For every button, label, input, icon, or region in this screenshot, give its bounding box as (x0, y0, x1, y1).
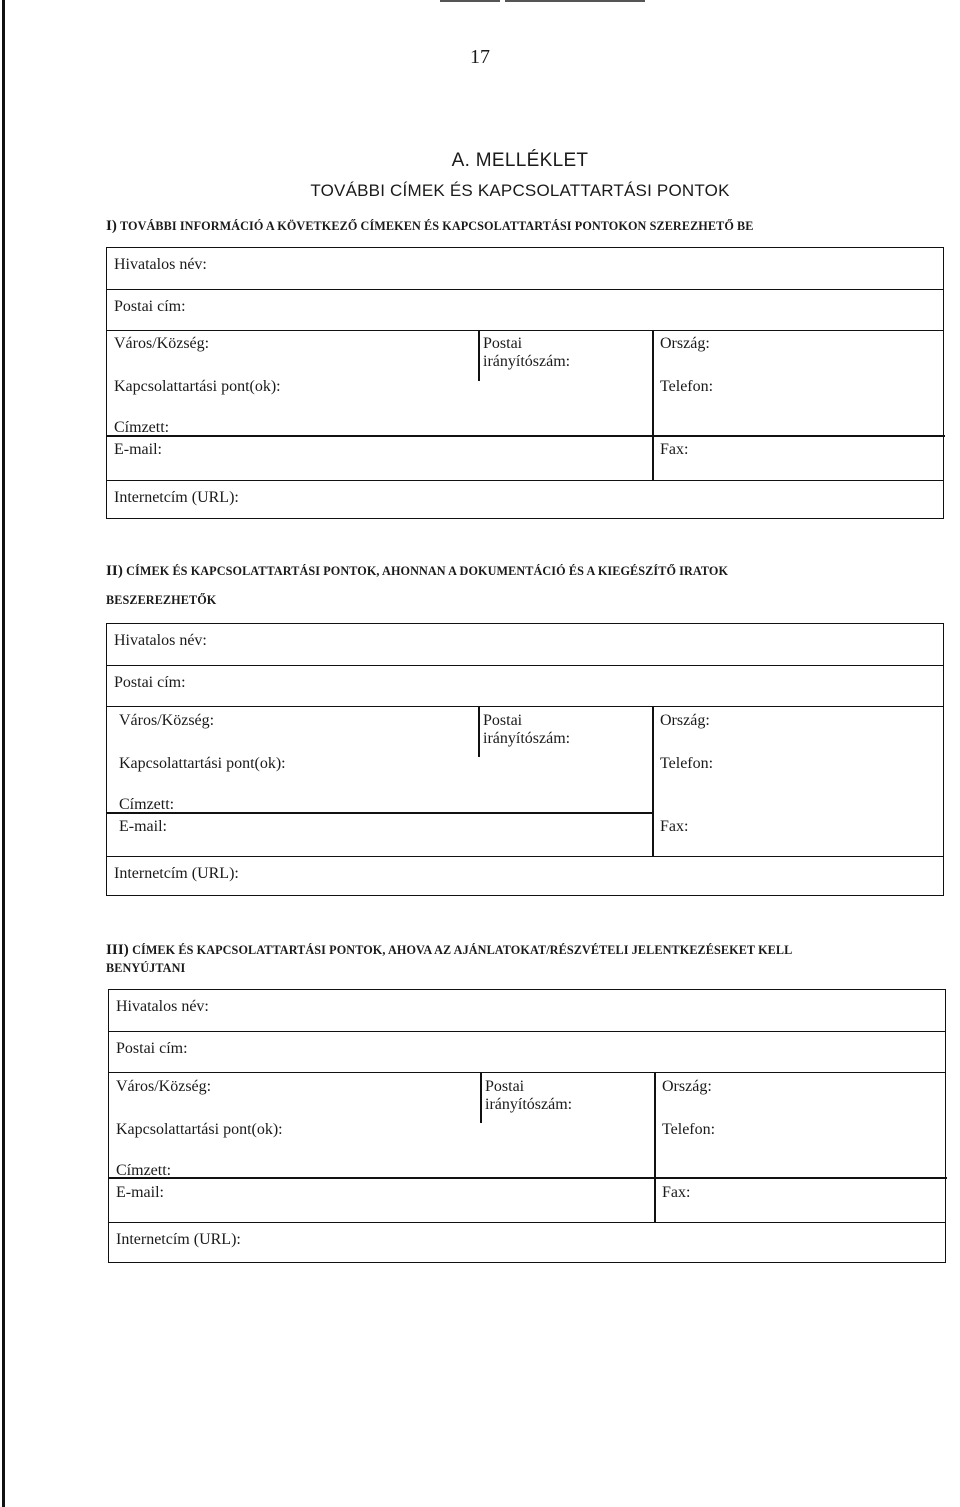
row-divider (107, 435, 945, 437)
official-name-row[interactable] (107, 248, 943, 289)
section-heading-text: CÍMEK ÉS KAPCSOLATTARTÁSI PONTOK, AHONNAN A DOKUMENTÁCIÓ ÉS A KIEGÉSZÍTŐ IRATOK (126, 564, 729, 578)
contact-points-label[interactable]: Kapcsolattartási pont(ok): (116, 1121, 283, 1138)
phone-label[interactable]: Telefon: (660, 755, 714, 772)
fax-label[interactable]: Fax: (660, 818, 689, 835)
annex-title: A. MELLÉKLET (451, 150, 589, 171)
country-label[interactable]: Ország: (662, 1078, 712, 1095)
official-name-row[interactable] (109, 990, 945, 1031)
address-form-3 (108, 989, 946, 1263)
attention-label[interactable]: Címzett: (119, 796, 175, 813)
official-name-row[interactable] (107, 624, 943, 665)
section-number: III) (106, 942, 129, 958)
section-heading-text-line2: BENYÚJTANI (106, 961, 186, 975)
section-number: II) (106, 563, 123, 579)
attention-label[interactable]: Címzett: (116, 1162, 172, 1179)
postal-address-row[interactable] (107, 665, 943, 706)
official-name-label: Hivatalos név: (116, 998, 209, 1015)
city-label[interactable]: Város/Község: (116, 1078, 212, 1095)
official-name-label: Hivatalos név: (114, 256, 207, 273)
postal-address-row[interactable] (107, 289, 943, 330)
city-label[interactable]: Város/Község: (114, 335, 210, 352)
postal-address-row[interactable] (109, 1031, 945, 1072)
column-divider (654, 1073, 656, 1223)
contact-grid (107, 330, 943, 480)
section-number: I) (106, 218, 118, 234)
section-heading-text: TOVÁBBI INFORMÁCIÓ A KÖVETKEZŐ CÍMEKEN ÉS KAPCSOLATTARTÁSI PONTOKON SZEREZHETŐ BE (119, 219, 754, 233)
column-divider (652, 331, 654, 481)
column-divider (478, 707, 480, 757)
column-divider (480, 1073, 482, 1123)
section-heading-3 (106, 941, 946, 977)
section-heading-2 (106, 562, 946, 609)
city-label[interactable]: Város/Község: (119, 712, 215, 729)
column-divider (652, 707, 654, 857)
email-label[interactable]: E-mail: (116, 1184, 164, 1201)
section-heading-text-line2: BESZEREZHETŐK (106, 593, 217, 607)
postal-code-label[interactable]: Postai (483, 712, 523, 729)
postal-code-label[interactable]: Postai (483, 335, 523, 352)
internet-address-label: Internetcím (URL): (116, 1231, 241, 1248)
postal-code-label-line2: irányítószám: (483, 730, 571, 747)
postal-code-label[interactable]: Postai (485, 1078, 525, 1095)
fax-label[interactable]: Fax: (662, 1184, 691, 1201)
country-label[interactable]: Ország: (660, 335, 710, 352)
email-label[interactable]: E-mail: (114, 441, 162, 458)
row-divider (107, 812, 652, 814)
postal-code-label-line2: irányítószám: (483, 353, 571, 370)
page-number: 17 (470, 46, 490, 68)
postal-address-label: Postai cím: (114, 674, 186, 691)
contact-points-label[interactable]: Kapcsolattartási pont(ok): (119, 755, 286, 772)
scan-edge (2, 0, 5, 1507)
internet-address-label: Internetcím (URL): (114, 865, 239, 882)
scan-mark (440, 0, 500, 2)
contact-grid (107, 706, 943, 856)
contact-grid (109, 1072, 945, 1222)
scan-mark (505, 0, 645, 2)
column-divider (478, 331, 480, 381)
address-form-2 (106, 623, 944, 896)
annex-subtitle: TOVÁBBI CÍMEK ÉS KAPCSOLATTARTÁSI PONTOK (310, 181, 730, 200)
country-label[interactable]: Ország: (660, 712, 710, 729)
internet-address-label: Internetcím (URL): (114, 489, 239, 506)
section-heading-text: CÍMEK ÉS KAPCSOLATTARTÁSI PONTOK, AHOVA AZ AJÁNLATOKAT/RÉSZVÉTELI JELENTKEZÉSEKET KELL (132, 943, 793, 957)
fax-label[interactable]: Fax: (660, 441, 689, 458)
postal-address-label: Postai cím: (114, 298, 186, 315)
section-heading-1 (106, 217, 946, 235)
internet-address-row[interactable] (107, 480, 943, 521)
phone-label[interactable]: Telefon: (660, 378, 714, 395)
postal-code-label-line2: irányítószám: (485, 1096, 573, 1113)
attention-label[interactable]: Címzett: (114, 419, 170, 436)
address-form-1 (106, 247, 944, 519)
official-name-label: Hivatalos név: (114, 632, 207, 649)
row-divider (109, 1177, 947, 1179)
internet-address-row[interactable] (107, 856, 943, 897)
email-label[interactable]: E-mail: (119, 818, 167, 835)
postal-address-label: Postai cím: (116, 1040, 188, 1057)
internet-address-row[interactable] (109, 1222, 945, 1263)
phone-label[interactable]: Telefon: (662, 1121, 716, 1138)
contact-points-label[interactable]: Kapcsolattartási pont(ok): (114, 378, 281, 395)
